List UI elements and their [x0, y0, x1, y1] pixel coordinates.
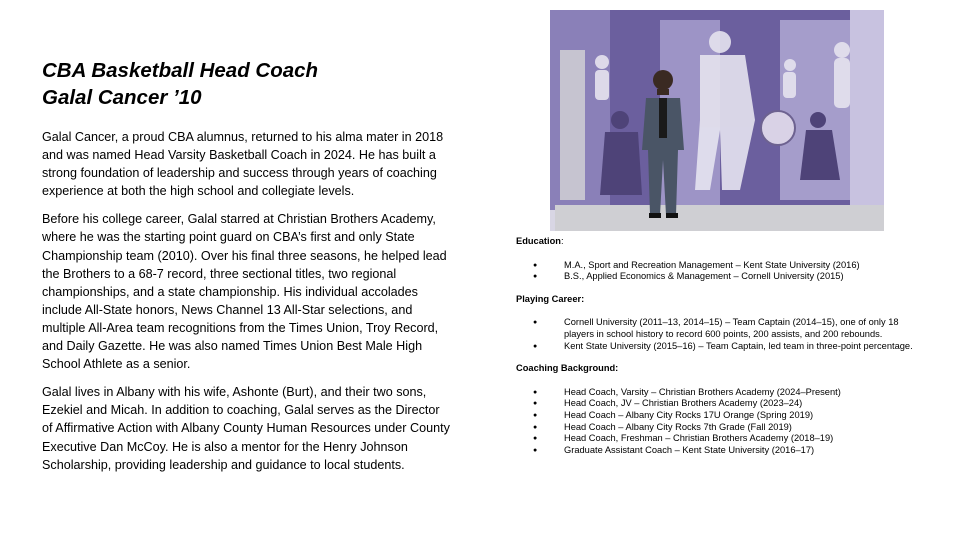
education-item: ● M.A., Sport and Recreation Management – Kent State University (2016) — [516, 260, 916, 272]
coaching-background-heading: Coaching Background: — [516, 363, 619, 374]
biography-text — [42, 128, 452, 484]
title-line-name: Galal Cancer ’10 — [42, 86, 202, 109]
playing-career-heading: Playing Career: — [516, 293, 585, 304]
coaching-item: ● Head Coach, JV – Christian Brothers Academy (2023–24) — [516, 398, 916, 410]
bio-paragraph-playing: Before his college career, Galal starred at Christian Brothers Academy, where he was the starting point guard on CBA’s first and only State Championship team (2010). Over his final three seasons, he helped lead the Brothers to a 68-7 record, three sectional titles, two regional championships, and a state championship. His individual accolades include All-State honors, News Channel 13 All-Star selections, and multiple All-Area team recognitions from the Times Union, Troy Record, and Daily Gazette. He was also named Times Union Best Male High School Athlete as a senior. — [42, 212, 447, 372]
bio-paragraph-personal: Galal lives in Albany with his wife, Ashonte (Burt), and their two sons, Ezekiel and Micah. In addition to coaching, Galal serves as the Director of Affirmative Action with Albany County Human Resources under County Executive Dan McCoy. He is also a mentor for the Henry Johnson Scholarship, providing leadership and guidance to local students. — [42, 385, 450, 472]
page-title — [42, 57, 482, 111]
education-heading-text: Education — [516, 236, 561, 246]
coach-photo — [550, 10, 884, 231]
education-list — [516, 260, 916, 283]
education-heading — [516, 236, 916, 248]
coaching-item: ● Head Coach, Freshman – Christian Brothers Academy (2018–19) — [516, 433, 916, 445]
playing-career-item: ● Kent State University (2015–16) – Team Captain, led team in three-point percentage. — [516, 341, 916, 353]
education-item: ● B.S., Applied Economics & Management – Cornell University (2015) — [516, 271, 916, 283]
education-heading-colon: : — [560, 236, 564, 246]
coaching-item: ● Head Coach, Varsity – Christian Brothers Academy (2024–Present) — [516, 387, 916, 399]
coaching-background-list — [516, 387, 916, 457]
coaching-item: ● Graduate Assistant Coach – Kent State University (2016–17) — [516, 445, 916, 457]
coach-photo-illustration — [550, 10, 884, 231]
playing-career-list — [516, 317, 916, 352]
credentials-panel — [516, 236, 916, 467]
coaching-item: ● Head Coach – Albany City Rocks 17U Orange (Spring 2019) — [516, 410, 916, 422]
playing-career-item: ● Cornell University (2011–13, 2014–15) – Team Captain (2014–15), one of only 18 players in school history to record 600 points, 200 assists, and 200 rebounds. — [516, 317, 916, 340]
bio-paragraph-intro: Galal Cancer, a proud CBA alumnus, returned to his alma mater in 2018 and was named Head Varsity Basketball Coach in 2024. He has built a strong foundation of leadership and success through years of coaching experience at both the high school and collegiate levels. — [42, 130, 444, 199]
title-line-role: CBA Basketball Head Coach — [42, 59, 319, 82]
coaching-item: ● Head Coach – Albany City Rocks 7th Grade (Fall 2019) — [516, 422, 916, 434]
